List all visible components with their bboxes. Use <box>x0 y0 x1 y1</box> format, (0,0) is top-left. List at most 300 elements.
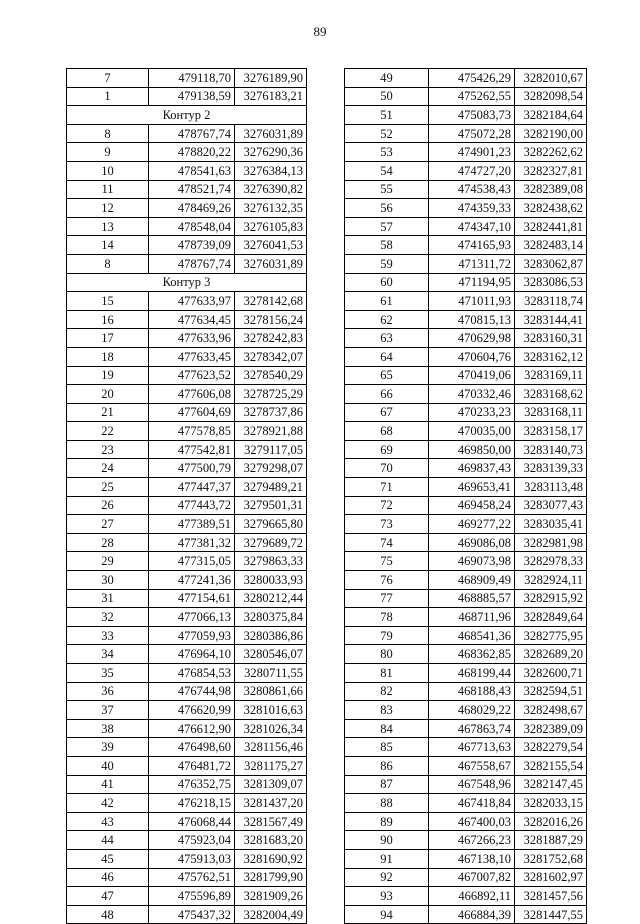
table-row <box>67 719 307 738</box>
point-number-cell: 15 <box>67 292 149 311</box>
table-row <box>67 366 307 385</box>
table-row <box>345 478 587 497</box>
point-number-cell: 64 <box>345 347 429 366</box>
x-coordinate-cell: 477633,45 <box>149 347 235 366</box>
point-number-cell: 50 <box>345 87 429 106</box>
point-number-cell: 39 <box>67 738 149 757</box>
point-number-cell: 84 <box>345 719 429 738</box>
x-coordinate-cell: 470035,00 <box>429 422 515 441</box>
table-row <box>67 775 307 794</box>
y-coordinate-cell: 3283140,73 <box>515 440 587 459</box>
point-number-cell: 82 <box>345 682 429 701</box>
y-coordinate-cell: 3280546,07 <box>235 645 307 664</box>
y-coordinate-cell: 3279863,33 <box>235 552 307 571</box>
y-coordinate-cell: 3280212,44 <box>235 589 307 608</box>
point-number-cell: 76 <box>345 571 429 590</box>
point-number-cell: 77 <box>345 589 429 608</box>
y-coordinate-cell: 3282016,26 <box>515 812 587 831</box>
y-coordinate-cell: 3281437,20 <box>235 794 307 813</box>
x-coordinate-cell: 477542,81 <box>149 440 235 459</box>
table-row <box>345 887 587 906</box>
contour-header-row <box>67 273 307 292</box>
point-number-cell: 19 <box>67 366 149 385</box>
y-coordinate-cell: 3283160,31 <box>515 329 587 348</box>
table-row <box>67 422 307 441</box>
point-number-cell: 27 <box>67 515 149 534</box>
y-coordinate-cell: 3283035,41 <box>515 515 587 534</box>
table-row <box>345 626 587 645</box>
table-row <box>67 143 307 162</box>
point-number-cell: 74 <box>345 533 429 552</box>
x-coordinate-cell: 469073,98 <box>429 552 515 571</box>
y-coordinate-cell: 3282190,00 <box>515 124 587 143</box>
x-coordinate-cell: 471311,72 <box>429 254 515 273</box>
x-coordinate-cell: 478739,09 <box>149 236 235 255</box>
table-row <box>67 738 307 757</box>
y-coordinate-cell: 3282689,20 <box>515 645 587 664</box>
y-coordinate-cell: 3282441,81 <box>515 217 587 236</box>
point-number-cell: 29 <box>67 552 149 571</box>
table-row <box>67 292 307 311</box>
table-row <box>345 143 587 162</box>
y-coordinate-cell: 3282438,62 <box>515 199 587 218</box>
point-number-cell: 67 <box>345 403 429 422</box>
point-number-cell: 40 <box>67 756 149 775</box>
x-coordinate-cell: 474901,23 <box>429 143 515 162</box>
point-number-cell: 37 <box>67 701 149 720</box>
y-coordinate-cell: 3283118,74 <box>515 292 587 311</box>
y-coordinate-cell: 3283168,11 <box>515 403 587 422</box>
y-coordinate-cell: 3283062,87 <box>515 254 587 273</box>
point-number-cell: 78 <box>345 608 429 627</box>
y-coordinate-cell: 3279689,72 <box>235 533 307 552</box>
point-number-cell: 86 <box>345 756 429 775</box>
x-coordinate-cell: 477633,96 <box>149 329 235 348</box>
x-coordinate-cell: 477500,79 <box>149 459 235 478</box>
point-number-cell: 90 <box>345 831 429 850</box>
y-coordinate-cell: 3282262,62 <box>515 143 587 162</box>
y-coordinate-cell: 3282915,92 <box>515 589 587 608</box>
x-coordinate-cell: 474727,20 <box>429 161 515 180</box>
table-row <box>345 366 587 385</box>
x-coordinate-cell: 468362,85 <box>429 645 515 664</box>
x-coordinate-cell: 467548,96 <box>429 775 515 794</box>
y-coordinate-cell: 3278156,24 <box>235 310 307 329</box>
y-coordinate-cell: 3276031,89 <box>235 124 307 143</box>
y-coordinate-cell: 3279501,31 <box>235 496 307 515</box>
y-coordinate-cell: 3281447,55 <box>515 905 587 924</box>
x-coordinate-cell: 476854,53 <box>149 664 235 683</box>
x-coordinate-cell: 478541,63 <box>149 161 235 180</box>
table-row <box>67 254 307 273</box>
x-coordinate-cell: 478521,74 <box>149 180 235 199</box>
point-number-cell: 26 <box>67 496 149 515</box>
y-coordinate-cell: 3276290,36 <box>235 143 307 162</box>
point-number-cell: 93 <box>345 887 429 906</box>
x-coordinate-cell: 469086,08 <box>429 533 515 552</box>
y-coordinate-cell: 3280711,55 <box>235 664 307 683</box>
x-coordinate-cell: 477154,61 <box>149 589 235 608</box>
x-coordinate-cell: 476612,90 <box>149 719 235 738</box>
x-coordinate-cell: 470629,98 <box>429 329 515 348</box>
y-coordinate-cell: 3283158,17 <box>515 422 587 441</box>
table-row <box>67 756 307 775</box>
y-coordinate-cell: 3278142,68 <box>235 292 307 311</box>
table-row <box>345 496 587 515</box>
table-row <box>67 87 307 106</box>
table-row <box>67 533 307 552</box>
point-number-cell: 12 <box>67 199 149 218</box>
y-coordinate-cell: 3276189,90 <box>235 69 307 88</box>
x-coordinate-cell: 476498,60 <box>149 738 235 757</box>
point-number-cell: 56 <box>345 199 429 218</box>
y-coordinate-cell: 3281309,07 <box>235 775 307 794</box>
y-coordinate-cell: 3282327,81 <box>515 161 587 180</box>
point-number-cell: 53 <box>345 143 429 162</box>
y-coordinate-cell: 3282279,54 <box>515 738 587 757</box>
point-number-cell: 92 <box>345 868 429 887</box>
x-coordinate-cell: 477241,36 <box>149 571 235 590</box>
point-number-cell: 60 <box>345 273 429 292</box>
y-coordinate-cell: 3281567,49 <box>235 812 307 831</box>
x-coordinate-cell: 470419,06 <box>429 366 515 385</box>
y-coordinate-cell: 3282483,14 <box>515 236 587 255</box>
table-row <box>345 719 587 738</box>
x-coordinate-cell: 477578,85 <box>149 422 235 441</box>
x-coordinate-cell: 474347,10 <box>429 217 515 236</box>
x-coordinate-cell: 471011,93 <box>429 292 515 311</box>
table-row <box>67 180 307 199</box>
table-row <box>67 440 307 459</box>
table-row <box>345 292 587 311</box>
x-coordinate-cell: 467713,63 <box>429 738 515 757</box>
point-number-cell: 80 <box>345 645 429 664</box>
table-row <box>67 831 307 850</box>
x-coordinate-cell: 467138,10 <box>429 849 515 868</box>
point-number-cell: 69 <box>345 440 429 459</box>
table-row <box>345 756 587 775</box>
contour-header-row <box>67 106 307 125</box>
table-row <box>67 905 307 924</box>
point-number-cell: 16 <box>67 310 149 329</box>
x-coordinate-cell: 471194,95 <box>429 273 515 292</box>
table-row <box>345 812 587 831</box>
y-coordinate-cell: 3276384,13 <box>235 161 307 180</box>
table-row <box>345 347 587 366</box>
y-coordinate-cell: 3281457,56 <box>515 887 587 906</box>
point-number-cell: 91 <box>345 849 429 868</box>
x-coordinate-cell: 468029,22 <box>429 701 515 720</box>
table-row <box>345 664 587 683</box>
table-row <box>67 794 307 813</box>
table-row <box>345 254 587 273</box>
table-row <box>67 478 307 497</box>
y-coordinate-cell: 3279489,21 <box>235 478 307 497</box>
x-coordinate-cell: 477604,69 <box>149 403 235 422</box>
table-row <box>345 571 587 590</box>
y-coordinate-cell: 3282594,51 <box>515 682 587 701</box>
y-coordinate-cell: 3281690,92 <box>235 849 307 868</box>
point-number-cell: 73 <box>345 515 429 534</box>
y-coordinate-cell: 3279298,07 <box>235 459 307 478</box>
table-row <box>67 347 307 366</box>
point-number-cell: 20 <box>67 385 149 404</box>
y-coordinate-cell: 3281156,46 <box>235 738 307 757</box>
table-row <box>345 199 587 218</box>
point-number-cell: 58 <box>345 236 429 255</box>
y-coordinate-cell: 3281683,20 <box>235 831 307 850</box>
point-number-cell: 34 <box>67 645 149 664</box>
x-coordinate-cell: 474165,93 <box>429 236 515 255</box>
x-coordinate-cell: 478767,74 <box>149 124 235 143</box>
table-row <box>345 329 587 348</box>
point-number-cell: 59 <box>345 254 429 273</box>
point-number-cell: 85 <box>345 738 429 757</box>
table-row <box>67 236 307 255</box>
point-number-cell: 89 <box>345 812 429 831</box>
y-coordinate-cell: 3276031,89 <box>235 254 307 273</box>
point-number-cell: 36 <box>67 682 149 701</box>
point-number-cell: 66 <box>345 385 429 404</box>
table-row <box>345 273 587 292</box>
y-coordinate-cell: 3278725,29 <box>235 385 307 404</box>
table-row <box>67 849 307 868</box>
y-coordinate-cell: 3278921,88 <box>235 422 307 441</box>
table-row <box>67 682 307 701</box>
table-row <box>67 868 307 887</box>
x-coordinate-cell: 475923,04 <box>149 831 235 850</box>
coordinates-table-right <box>344 68 587 924</box>
y-coordinate-cell: 3282775,95 <box>515 626 587 645</box>
y-coordinate-cell: 3283168,62 <box>515 385 587 404</box>
x-coordinate-cell: 467400,03 <box>429 812 515 831</box>
point-number-cell: 30 <box>67 571 149 590</box>
y-coordinate-cell: 3278737,86 <box>235 403 307 422</box>
y-coordinate-cell: 3280375,84 <box>235 608 307 627</box>
y-coordinate-cell: 3278242,83 <box>235 329 307 348</box>
y-coordinate-cell: 3282004,49 <box>235 905 307 924</box>
x-coordinate-cell: 475596,89 <box>149 887 235 906</box>
y-coordinate-cell: 3282600,71 <box>515 664 587 683</box>
point-number-cell: 71 <box>345 478 429 497</box>
point-number-cell: 68 <box>345 422 429 441</box>
point-number-cell: 23 <box>67 440 149 459</box>
y-coordinate-cell: 3276183,21 <box>235 87 307 106</box>
x-coordinate-cell: 469837,43 <box>429 459 515 478</box>
point-number-cell: 75 <box>345 552 429 571</box>
point-number-cell: 24 <box>67 459 149 478</box>
table-row <box>345 905 587 924</box>
x-coordinate-cell: 470604,76 <box>429 347 515 366</box>
table-row <box>345 868 587 887</box>
point-number-cell: 33 <box>67 626 149 645</box>
table-row <box>345 831 587 850</box>
y-coordinate-cell: 3282498,67 <box>515 701 587 720</box>
table-row <box>345 775 587 794</box>
y-coordinate-cell: 3283086,53 <box>515 273 587 292</box>
x-coordinate-cell: 477447,37 <box>149 478 235 497</box>
x-coordinate-cell: 475426,29 <box>429 69 515 88</box>
table-row <box>345 403 587 422</box>
x-coordinate-cell: 467418,84 <box>429 794 515 813</box>
table-row <box>345 645 587 664</box>
table-row <box>345 87 587 106</box>
y-coordinate-cell: 3282849,64 <box>515 608 587 627</box>
point-number-cell: 51 <box>345 106 429 125</box>
x-coordinate-cell: 467266,23 <box>429 831 515 850</box>
point-number-cell: 43 <box>67 812 149 831</box>
y-coordinate-cell: 3282010,67 <box>515 69 587 88</box>
table-row <box>345 701 587 720</box>
y-coordinate-cell: 3281887,29 <box>515 831 587 850</box>
x-coordinate-cell: 476352,75 <box>149 775 235 794</box>
x-coordinate-cell: 477059,93 <box>149 626 235 645</box>
coordinates-table-right-body <box>345 69 587 924</box>
x-coordinate-cell: 467007,82 <box>429 868 515 887</box>
y-coordinate-cell: 3279665,80 <box>235 515 307 534</box>
table-row <box>345 217 587 236</box>
table-row <box>345 422 587 441</box>
table-row <box>345 515 587 534</box>
table-row <box>67 645 307 664</box>
point-number-cell: 47 <box>67 887 149 906</box>
table-row <box>67 385 307 404</box>
table-row <box>345 180 587 199</box>
x-coordinate-cell: 475437,32 <box>149 905 235 924</box>
table-row <box>67 887 307 906</box>
table-row <box>67 310 307 329</box>
y-coordinate-cell: 3276041,53 <box>235 236 307 255</box>
table-row <box>67 496 307 515</box>
x-coordinate-cell: 476068,44 <box>149 812 235 831</box>
y-coordinate-cell: 3280033,93 <box>235 571 307 590</box>
point-number-cell: 62 <box>345 310 429 329</box>
point-number-cell: 54 <box>345 161 429 180</box>
coordinates-table-left-body <box>67 69 307 924</box>
x-coordinate-cell: 479138,59 <box>149 87 235 106</box>
x-coordinate-cell: 468188,43 <box>429 682 515 701</box>
point-number-cell: 44 <box>67 831 149 850</box>
y-coordinate-cell: 3282033,15 <box>515 794 587 813</box>
table-row <box>345 106 587 125</box>
table-row <box>345 385 587 404</box>
point-number-cell: 32 <box>67 608 149 627</box>
y-coordinate-cell: 3282924,11 <box>515 571 587 590</box>
point-number-cell: 22 <box>67 422 149 441</box>
point-number-cell: 48 <box>67 905 149 924</box>
table-row <box>67 589 307 608</box>
x-coordinate-cell: 468541,36 <box>429 626 515 645</box>
x-coordinate-cell: 476964,10 <box>149 645 235 664</box>
point-number-cell: 57 <box>345 217 429 236</box>
y-coordinate-cell: 3276390,82 <box>235 180 307 199</box>
x-coordinate-cell: 477315,05 <box>149 552 235 571</box>
x-coordinate-cell: 469277,22 <box>429 515 515 534</box>
x-coordinate-cell: 467558,67 <box>429 756 515 775</box>
y-coordinate-cell: 3282155,54 <box>515 756 587 775</box>
x-coordinate-cell: 476481,72 <box>149 756 235 775</box>
y-coordinate-cell: 3278342,07 <box>235 347 307 366</box>
table-row <box>67 571 307 590</box>
table-row <box>67 812 307 831</box>
x-coordinate-cell: 477606,08 <box>149 385 235 404</box>
y-coordinate-cell: 3281602,97 <box>515 868 587 887</box>
x-coordinate-cell: 475762,51 <box>149 868 235 887</box>
table-row <box>67 403 307 422</box>
x-coordinate-cell: 469850,00 <box>429 440 515 459</box>
x-coordinate-cell: 478548,04 <box>149 217 235 236</box>
point-number-cell: 1 <box>67 87 149 106</box>
point-number-cell: 35 <box>67 664 149 683</box>
point-number-cell: 65 <box>345 366 429 385</box>
point-number-cell: 18 <box>67 347 149 366</box>
x-coordinate-cell: 478469,26 <box>149 199 235 218</box>
x-coordinate-cell: 478767,74 <box>149 254 235 273</box>
y-coordinate-cell: 3280386,86 <box>235 626 307 645</box>
point-number-cell: 41 <box>67 775 149 794</box>
point-number-cell: 87 <box>345 775 429 794</box>
y-coordinate-cell: 3280861,66 <box>235 682 307 701</box>
point-number-cell: 28 <box>67 533 149 552</box>
point-number-cell: 88 <box>345 794 429 813</box>
point-number-cell: 8 <box>67 254 149 273</box>
point-number-cell: 25 <box>67 478 149 497</box>
table-row <box>345 440 587 459</box>
table-row <box>67 124 307 143</box>
x-coordinate-cell: 476744,98 <box>149 682 235 701</box>
table-row <box>67 459 307 478</box>
point-number-cell: 61 <box>345 292 429 311</box>
x-coordinate-cell: 476218,15 <box>149 794 235 813</box>
point-number-cell: 14 <box>67 236 149 255</box>
table-row <box>345 310 587 329</box>
point-number-cell: 42 <box>67 794 149 813</box>
contour-label: Контур 3 <box>67 273 307 292</box>
y-coordinate-cell: 3282978,33 <box>515 552 587 571</box>
x-coordinate-cell: 474538,43 <box>429 180 515 199</box>
point-number-cell: 38 <box>67 719 149 738</box>
y-coordinate-cell: 3282389,08 <box>515 180 587 199</box>
table-row <box>345 459 587 478</box>
table-row <box>345 849 587 868</box>
table-row <box>67 664 307 683</box>
x-coordinate-cell: 475913,03 <box>149 849 235 868</box>
x-coordinate-cell: 475262,55 <box>429 87 515 106</box>
x-coordinate-cell: 470332,46 <box>429 385 515 404</box>
x-coordinate-cell: 476620,99 <box>149 701 235 720</box>
x-coordinate-cell: 477443,72 <box>149 496 235 515</box>
point-number-cell: 11 <box>67 180 149 199</box>
point-number-cell: 52 <box>345 124 429 143</box>
x-coordinate-cell: 477066,13 <box>149 608 235 627</box>
point-number-cell: 79 <box>345 626 429 645</box>
x-coordinate-cell: 467863,74 <box>429 719 515 738</box>
y-coordinate-cell: 3282389,09 <box>515 719 587 738</box>
x-coordinate-cell: 475083,73 <box>429 106 515 125</box>
y-coordinate-cell: 3283162,12 <box>515 347 587 366</box>
point-number-cell: 83 <box>345 701 429 720</box>
y-coordinate-cell: 3281016,63 <box>235 701 307 720</box>
x-coordinate-cell: 479118,70 <box>149 69 235 88</box>
point-number-cell: 63 <box>345 329 429 348</box>
x-coordinate-cell: 466892,11 <box>429 887 515 906</box>
x-coordinate-cell: 468909,49 <box>429 571 515 590</box>
x-coordinate-cell: 477389,51 <box>149 515 235 534</box>
point-number-cell: 13 <box>67 217 149 236</box>
table-row <box>67 515 307 534</box>
y-coordinate-cell: 3282184,64 <box>515 106 587 125</box>
point-number-cell: 72 <box>345 496 429 515</box>
